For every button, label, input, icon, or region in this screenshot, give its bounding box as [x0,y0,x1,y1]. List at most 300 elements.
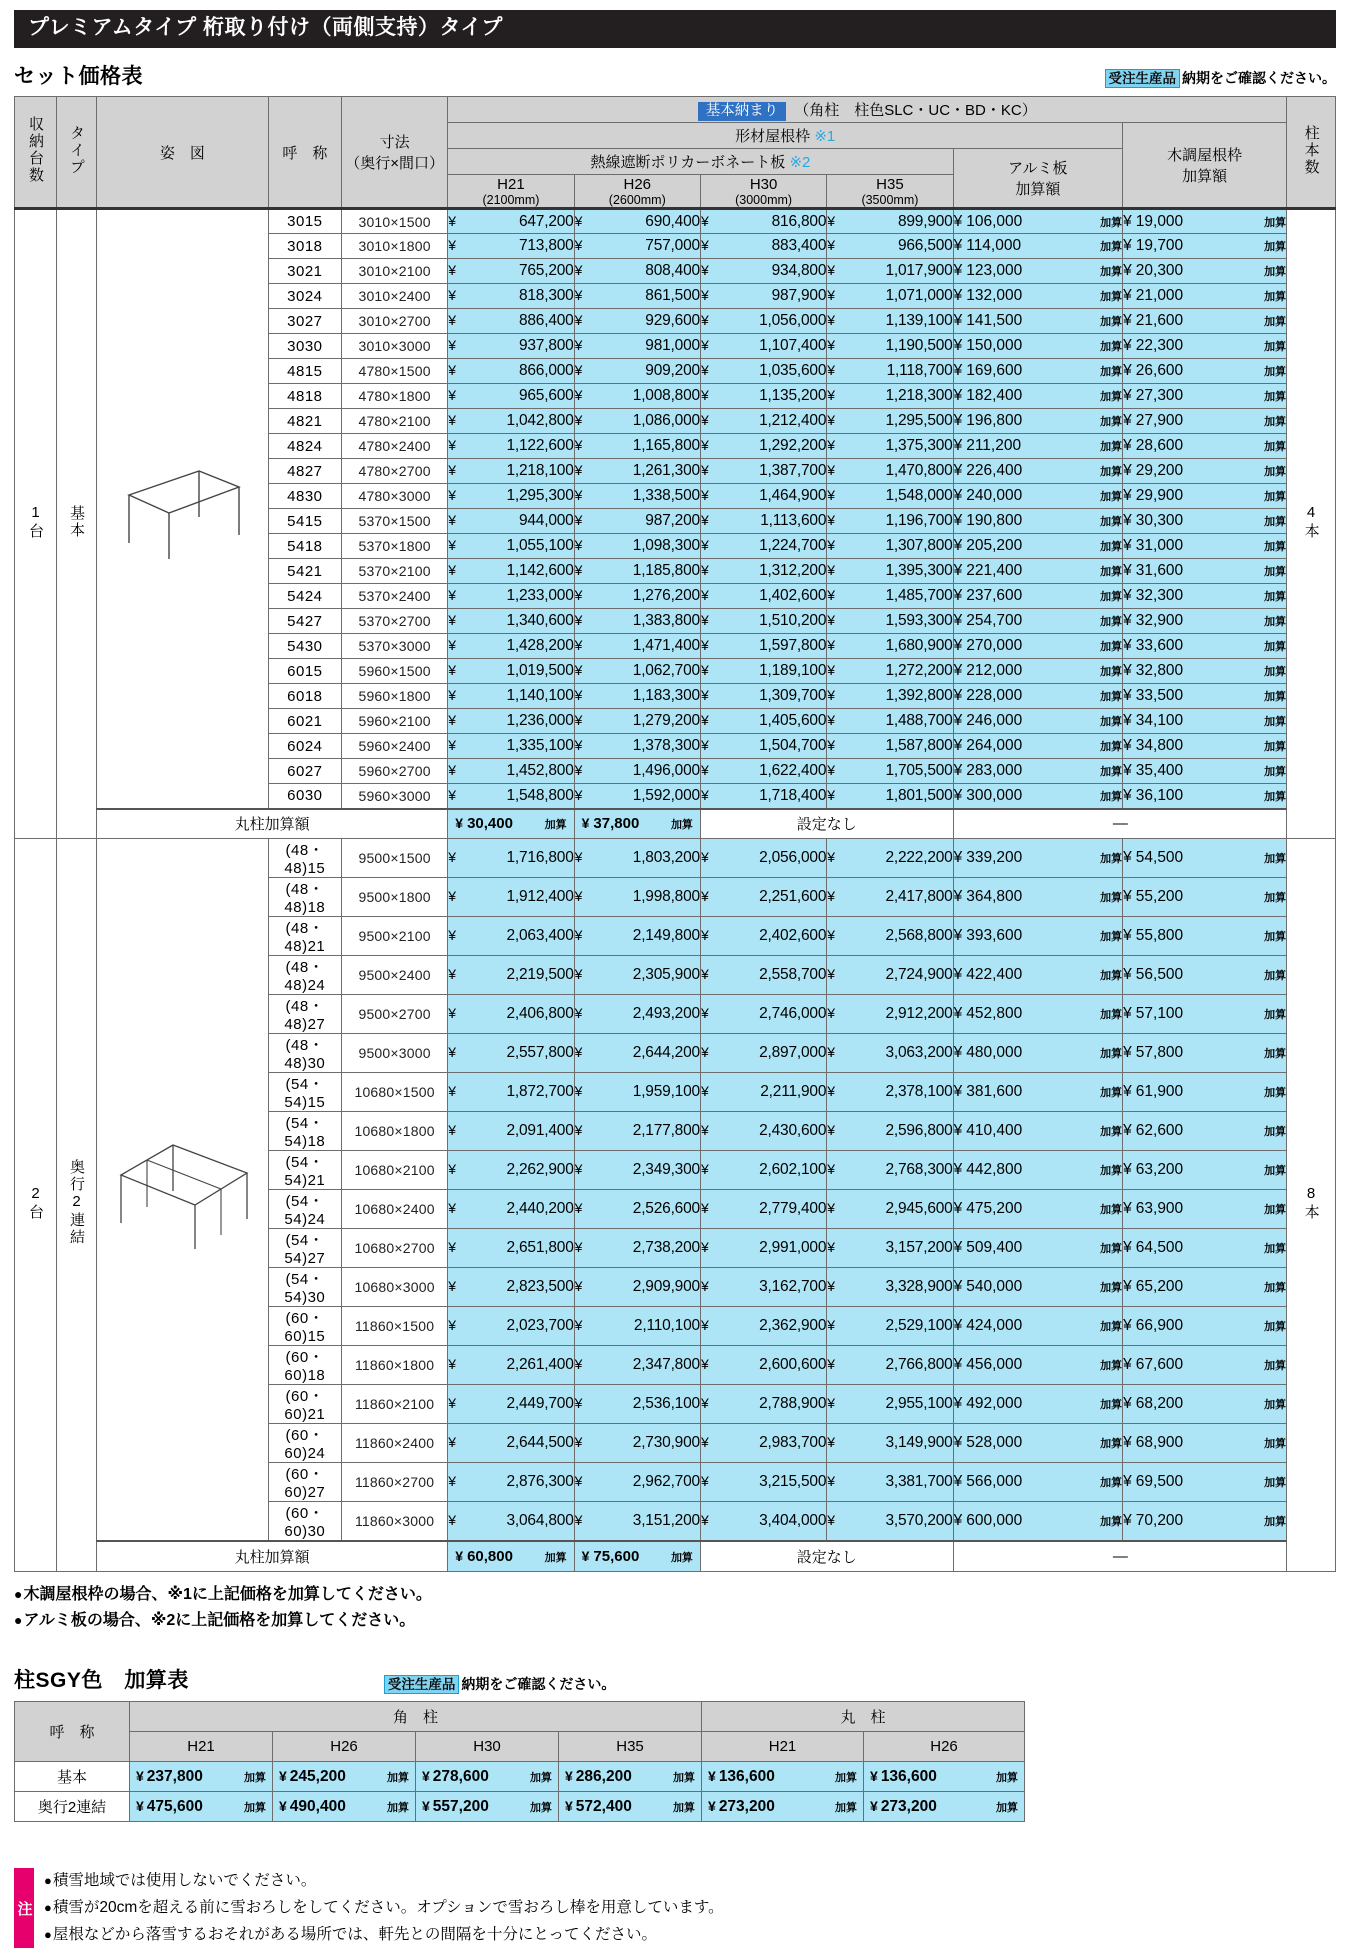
cell-nominal: (54・54)27 [268,1229,341,1268]
cell-price-h30: ¥ 1,292,200 [700,434,826,459]
cell-wood-add: ¥ 68,200 加算 [1123,1385,1287,1424]
cell-alumi-add: ¥ 300,000 加算 [953,784,1123,809]
col-header-basic-fitting [448,97,1287,123]
cell-dimension: 5370×3000 [341,634,447,659]
cell-price-h21: ¥ 2,823,500 [448,1268,574,1307]
cell-nominal: (60・60)15 [268,1307,341,1346]
cell-price-h35: ¥ 1,118,700 [827,359,953,384]
cell-nominal: (48・48)21 [268,917,341,956]
basic-fitting-badge: 基本納まり [698,102,787,121]
sgy-order-badge: 受注生産品 [384,1675,460,1694]
sgy-col-0: H21 [130,1732,273,1762]
cell-alumi-add: ¥ 141,500 加算 [953,309,1123,334]
cell-price-h21: ¥ 2,261,400 [448,1346,574,1385]
cell-dimension: 10680×1800 [341,1112,447,1151]
group-storage-count: 2台 [15,839,57,1572]
group-figure-illustration [97,209,269,809]
cell-dimension: 4780×2100 [341,409,447,434]
cell-price-h26: ¥ 1,279,200 [574,709,700,734]
price-bullet-notes [14,1582,1336,1635]
cell-nominal: (54・54)18 [268,1112,341,1151]
cell-nominal: 4821 [268,409,341,434]
cell-nominal: (48・48)15 [268,839,341,878]
cell-price-h21: ¥ 1,042,800 [448,409,574,434]
group-type: 奥行2連結 [57,839,97,1572]
cell-nominal: 4824 [268,434,341,459]
cell-alumi-add: ¥ 106,000 加算 [953,209,1123,234]
cell-price-h35: ¥ 1,307,800 [827,534,953,559]
cell-price-h26: ¥ 808,400 [574,259,700,284]
cell-nominal: (54・54)15 [268,1073,341,1112]
cell-price-h35: ¥ 2,955,100 [827,1385,953,1424]
col-header-post-count: 柱本数 [1287,97,1336,209]
cell-nominal: 3018 [268,234,341,259]
cell-alumi-add: ¥ 339,200 加算 [953,839,1123,878]
caution-block [14,1868,1336,1948]
cell-price-h21: ¥ 1,140,100 [448,684,574,709]
cell-wood-add: ¥ 30,300 加算 [1123,509,1287,534]
cell-nominal: (54・54)21 [268,1151,341,1190]
cell-price-h21: ¥ 1,055,100 [448,534,574,559]
sgy-col-header-nominal: 呼 称 [15,1702,130,1762]
sgy-col-3: H35 [559,1732,702,1762]
cell-price-h26: ¥ 1,185,800 [574,559,700,584]
sgy-value-0: ¥ 237,800 加算 [130,1762,273,1792]
sgy-value-4: ¥ 136,600 加算 [702,1762,864,1792]
cell-wood-add: ¥ 54,500 加算 [1123,839,1287,878]
cell-price-h21: ¥ 944,000 [448,509,574,534]
cell-wood-add: ¥ 33,500 加算 [1123,684,1287,709]
cell-price-h21: ¥ 1,912,400 [448,878,574,917]
sgy-row-label: 奥行2連結 [15,1792,130,1822]
cell-wood-add: ¥ 27,900 加算 [1123,409,1287,434]
cell-nominal: 3015 [268,209,341,234]
cell-price-h26: ¥ 2,536,100 [574,1385,700,1424]
sgy-col-5: H26 [864,1732,1025,1762]
cell-price-h21: ¥ 965,600 [448,384,574,409]
cell-alumi-add: ¥ 540,000 加算 [953,1268,1123,1307]
cell-price-h26: ¥ 1,276,200 [574,584,700,609]
cell-price-h35: ¥ 1,680,900 [827,634,953,659]
cell-nominal: 3030 [268,334,341,359]
group-storage-count: 1台 [15,209,57,839]
cell-wood-add: ¥ 61,900 加算 [1123,1073,1287,1112]
cell-price-h26: ¥ 981,000 [574,334,700,359]
col-header-h21: H21 (2100mm) [448,175,574,209]
cell-price-h21: ¥ 2,219,500 [448,956,574,995]
cell-price-h35: ¥ 2,417,800 [827,878,953,917]
cell-price-h21: ¥ 2,091,400 [448,1112,574,1151]
sgy-col-4: H21 [702,1732,864,1762]
cell-nominal: (60・60)21 [268,1385,341,1424]
cell-dimension: 10680×2400 [341,1190,447,1229]
cell-price-h35: ¥ 1,548,000 [827,484,953,509]
caution-item-2: ● 屋根などから落雪するおそれがある場所では、軒先との間隔を十分にとってください。 [44,1922,724,1948]
cell-wood-add: ¥ 22,300 加算 [1123,334,1287,359]
cell-alumi-add: ¥ 226,400 加算 [953,459,1123,484]
cell-price-h21: ¥ 1,236,000 [448,709,574,734]
cell-price-h30: ¥ 1,056,000 [700,309,826,334]
cell-price-h26: ¥ 2,305,900 [574,956,700,995]
table-row [15,209,1336,234]
cell-price-h35: ¥ 2,912,200 [827,995,953,1034]
cell-price-h30: ¥ 1,718,400 [700,784,826,809]
cell-price-h21: ¥ 1,340,600 [448,609,574,634]
bullet-note-0: ● 木調屋根枠の場合、※1に上記価格を加算してください。 [14,1582,1336,1608]
cell-dimension: 9500×2400 [341,956,447,995]
cell-nominal: 6021 [268,709,341,734]
cell-price-h26: ¥ 1,338,500 [574,484,700,509]
cell-price-h26: ¥ 2,644,200 [574,1034,700,1073]
cell-alumi-add: ¥ 452,800 加算 [953,995,1123,1034]
cell-wood-add: ¥ 57,800 加算 [1123,1034,1287,1073]
set-price-table [14,96,1336,1572]
col-header-dimension: 寸法 （奥行×間口） [341,97,447,209]
maru-post-add-row [15,1541,1336,1571]
cell-nominal: (60・60)18 [268,1346,341,1385]
cell-wood-add: ¥ 64,500 加算 [1123,1229,1287,1268]
cell-dimension: 5370×2100 [341,559,447,584]
cell-price-h35: ¥ 3,328,900 [827,1268,953,1307]
cell-price-h35: ¥ 1,470,800 [827,459,953,484]
maru-post-label: 丸柱加算額 [97,809,448,839]
cell-price-h21: ¥ 866,000 [448,359,574,384]
cell-price-h30: ¥ 1,504,700 [700,734,826,759]
cell-price-h35: ¥ 1,190,500 [827,334,953,359]
cell-price-h26: ¥ 861,500 [574,284,700,309]
cell-price-h21: ¥ 713,800 [448,234,574,259]
cell-price-h30: ¥ 2,746,000 [700,995,826,1034]
cell-alumi-add: ¥ 221,400 加算 [953,559,1123,584]
cell-price-h35: ¥ 2,596,800 [827,1112,953,1151]
cell-price-h30: ¥ 2,779,400 [700,1190,826,1229]
cell-price-h30: ¥ 2,211,900 [700,1073,826,1112]
cell-price-h21: ¥ 1,295,300 [448,484,574,509]
cell-price-h35: ¥ 3,157,200 [827,1229,953,1268]
cell-nominal: 5424 [268,584,341,609]
cell-alumi-add: ¥ 237,600 加算 [953,584,1123,609]
cell-price-h26: ¥ 1,496,000 [574,759,700,784]
sgy-value-3: ¥ 572,400 加算 [559,1792,702,1822]
cell-dimension: 11860×2100 [341,1385,447,1424]
cell-price-h30: ¥ 3,404,000 [700,1502,826,1542]
cell-alumi-add: ¥ 114,000 加算 [953,234,1123,259]
cell-price-h26: ¥ 1,378,300 [574,734,700,759]
cell-price-h21: ¥ 1,218,100 [448,459,574,484]
cell-price-h21: ¥ 2,557,800 [448,1034,574,1073]
cell-price-h26: ¥ 1,098,300 [574,534,700,559]
cell-price-h35: ¥ 1,488,700 [827,709,953,734]
cell-dimension: 5370×2400 [341,584,447,609]
cell-price-h35: ¥ 1,017,900 [827,259,953,284]
group-post-count: 4本 [1287,209,1336,839]
cell-alumi-add: ¥ 381,600 加算 [953,1073,1123,1112]
cell-alumi-add: ¥ 205,200 加算 [953,534,1123,559]
sgy-order-note [384,1673,616,1694]
cell-price-h21: ¥ 886,400 [448,309,574,334]
cell-nominal: 6030 [268,784,341,809]
cell-alumi-add: ¥ 480,000 加算 [953,1034,1123,1073]
cell-price-h26: ¥ 929,600 [574,309,700,334]
cell-price-h35: ¥ 3,149,900 [827,1424,953,1463]
cell-price-h35: ¥ 1,392,800 [827,684,953,709]
cell-price-h35: ¥ 1,139,100 [827,309,953,334]
cell-alumi-add: ¥ 600,000 加算 [953,1502,1123,1542]
cell-price-h26: ¥ 690,400 [574,209,700,234]
cell-nominal: (48・48)27 [268,995,341,1034]
maru-post-label: 丸柱加算額 [97,1541,448,1571]
cell-price-h30: ¥ 1,113,600 [700,509,826,534]
sgy-table-row [15,1792,1025,1822]
cell-nominal: 6015 [268,659,341,684]
cell-wood-add: ¥ 32,300 加算 [1123,584,1287,609]
cell-price-h35: ¥ 2,945,600 [827,1190,953,1229]
cell-price-h30: ¥ 1,464,900 [700,484,826,509]
cell-wood-add: ¥ 21,000 加算 [1123,284,1287,309]
cell-alumi-add: ¥ 246,000 加算 [953,709,1123,734]
cell-price-h21: ¥ 2,644,500 [448,1424,574,1463]
cell-dimension: 4780×1800 [341,384,447,409]
cell-nominal: 3021 [268,259,341,284]
cell-alumi-add: ¥ 424,000 加算 [953,1307,1123,1346]
cell-nominal: (48・48)18 [268,878,341,917]
bullet-note-1: ● アルミ板の場合、※2に上記価格を加算してください。 [14,1608,1336,1634]
cell-dimension: 4780×3000 [341,484,447,509]
cell-dimension: 5370×1500 [341,509,447,534]
cell-alumi-add: ¥ 196,800 加算 [953,409,1123,434]
cell-price-h21: ¥ 1,548,800 [448,784,574,809]
cell-price-h21: ¥ 2,406,800 [448,995,574,1034]
sgy-col-header-square-post: 角 柱 [130,1702,702,1732]
cell-price-h35: ¥ 1,801,500 [827,784,953,809]
maru-post-dash: — [953,1541,1287,1571]
sgy-value-5: ¥ 136,600 加算 [864,1762,1025,1792]
cell-price-h26: ¥ 987,200 [574,509,700,534]
col-header-frame-roof: 形材屋根枠 ※1 [448,123,1123,149]
cell-wood-add: ¥ 63,200 加算 [1123,1151,1287,1190]
cell-price-h30: ¥ 1,212,400 [700,409,826,434]
cell-alumi-add: ¥ 492,000 加算 [953,1385,1123,1424]
cell-wood-add: ¥ 62,600 加算 [1123,1112,1287,1151]
cell-dimension: 5960×2400 [341,734,447,759]
cell-price-h30: ¥ 1,622,400 [700,759,826,784]
cell-price-h21: ¥ 2,651,800 [448,1229,574,1268]
cell-wood-add: ¥ 63,900 加算 [1123,1190,1287,1229]
cell-price-h30: ¥ 2,430,600 [700,1112,826,1151]
cell-dimension: 9500×1500 [341,839,447,878]
cell-price-h21: ¥ 1,335,100 [448,734,574,759]
cell-price-h35: ¥ 1,375,300 [827,434,953,459]
cell-price-h21: ¥ 1,452,800 [448,759,574,784]
cell-price-h21: ¥ 1,019,500 [448,659,574,684]
cell-price-h26: ¥ 2,962,700 [574,1463,700,1502]
cell-dimension: 3010×2400 [341,284,447,309]
cell-price-h26: ¥ 1,165,800 [574,434,700,459]
cell-nominal: 4815 [268,359,341,384]
cell-price-h30: ¥ 934,800 [700,259,826,284]
cell-price-h35: ¥ 2,568,800 [827,917,953,956]
cell-nominal: 3027 [268,309,341,334]
cell-wood-add: ¥ 29,900 加算 [1123,484,1287,509]
order-production-note [1105,67,1337,90]
cell-nominal: 5415 [268,509,341,534]
cell-alumi-add: ¥ 509,400 加算 [953,1229,1123,1268]
cell-price-h30: ¥ 1,309,700 [700,684,826,709]
cell-dimension: 11860×1800 [341,1346,447,1385]
order-production-text: 納期をご確認ください。 [1182,70,1336,87]
cell-wood-add: ¥ 34,100 加算 [1123,709,1287,734]
cell-price-h26: ¥ 2,730,900 [574,1424,700,1463]
cell-price-h21: ¥ 1,122,600 [448,434,574,459]
cell-wood-add: ¥ 55,800 加算 [1123,917,1287,956]
carport-double-illustration [107,1123,257,1253]
cell-price-h30: ¥ 2,991,000 [700,1229,826,1268]
cell-dimension: 9500×3000 [341,1034,447,1073]
star-1: ※1 [814,128,836,146]
cell-wood-add: ¥ 32,900 加算 [1123,609,1287,634]
cell-nominal: 6018 [268,684,341,709]
cell-alumi-add: ¥ 264,000 加算 [953,734,1123,759]
cell-price-h35: ¥ 966,500 [827,234,953,259]
cell-alumi-add: ¥ 283,000 加算 [953,759,1123,784]
cell-nominal: (54・54)30 [268,1268,341,1307]
sgy-value-5: ¥ 273,200 加算 [864,1792,1025,1822]
cell-alumi-add: ¥ 212,000 加算 [953,659,1123,684]
cell-wood-add: ¥ 65,200 加算 [1123,1268,1287,1307]
cell-price-h30: ¥ 1,035,600 [700,359,826,384]
col-header-h35: H35 (3500mm) [827,175,953,209]
cell-price-h21: ¥ 1,233,000 [448,584,574,609]
cell-dimension: 3010×1800 [341,234,447,259]
cell-dimension: 5960×2700 [341,759,447,784]
cell-wood-add: ¥ 55,200 加算 [1123,878,1287,917]
cell-wood-add: ¥ 31,000 加算 [1123,534,1287,559]
cell-wood-add: ¥ 19,700 加算 [1123,234,1287,259]
cell-wood-add: ¥ 27,300 加算 [1123,384,1287,409]
cell-nominal: 6027 [268,759,341,784]
cell-price-h26: ¥ 2,349,300 [574,1151,700,1190]
cell-wood-add: ¥ 69,500 加算 [1123,1463,1287,1502]
cell-price-h21: ¥ 1,872,700 [448,1073,574,1112]
cell-nominal: 6024 [268,734,341,759]
sgy-row-label: 基本 [15,1762,130,1792]
cell-price-h26: ¥ 1,086,000 [574,409,700,434]
cell-dimension: 5960×1500 [341,659,447,684]
cell-price-h26: ¥ 2,738,200 [574,1229,700,1268]
sgy-table-row [15,1762,1025,1792]
cell-dimension: 11860×2700 [341,1463,447,1502]
cell-dimension: 3010×3000 [341,334,447,359]
cell-price-h35: ¥ 2,529,100 [827,1307,953,1346]
cell-price-h30: ¥ 1,402,600 [700,584,826,609]
cell-price-h21: ¥ 937,800 [448,334,574,359]
cell-price-h26: ¥ 2,347,800 [574,1346,700,1385]
cell-wood-add: ¥ 67,600 加算 [1123,1346,1287,1385]
section-title-sgy: 柱SGY色 加算表 [14,1669,189,1693]
cell-price-h21: ¥ 818,300 [448,284,574,309]
cell-dimension: 4780×1500 [341,359,447,384]
cell-price-h26: ¥ 1,261,300 [574,459,700,484]
cell-price-h35: ¥ 2,222,200 [827,839,953,878]
cell-dimension: 5370×1800 [341,534,447,559]
cell-price-h26: ¥ 2,909,900 [574,1268,700,1307]
cell-price-h26: ¥ 1,592,000 [574,784,700,809]
caution-item-0: ● 積雪地域では使用しないでください。 [44,1868,724,1895]
cell-price-h35: ¥ 1,705,500 [827,759,953,784]
cell-wood-add: ¥ 68,900 加算 [1123,1424,1287,1463]
cell-price-h30: ¥ 2,362,900 [700,1307,826,1346]
maru-post-h26: ¥ 37,800 加算 [574,809,700,839]
section-title-set-price: セット価格表 [14,65,143,89]
cell-dimension: 5960×2100 [341,709,447,734]
cell-price-h26: ¥ 909,200 [574,359,700,384]
cell-price-h30: ¥ 1,405,600 [700,709,826,734]
caution-item-1: ● 積雪が20cmを超える前に雪おろしをしてください。オプションで雪おろし棒を用意しています。 [44,1895,724,1922]
sgy-value-2: ¥ 557,200 加算 [416,1792,559,1822]
cell-nominal: 5418 [268,534,341,559]
cell-alumi-add: ¥ 422,400 加算 [953,956,1123,995]
set-price-header [14,60,1336,90]
cell-price-h26: ¥ 1,959,100 [574,1073,700,1112]
group-post-count: 8本 [1287,839,1336,1572]
cell-price-h30: ¥ 1,135,200 [700,384,826,409]
cell-nominal: (60・60)30 [268,1502,341,1542]
maru-post-dash: — [953,809,1287,839]
cell-price-h21: ¥ 2,876,300 [448,1463,574,1502]
cell-alumi-add: ¥ 211,200 加算 [953,434,1123,459]
sgy-order-text: 納期をご確認ください。 [461,1676,616,1693]
col-header-storage-count: 収納台数 [15,97,57,209]
cell-price-h30: ¥ 1,224,700 [700,534,826,559]
sgy-value-3: ¥ 286,200 加算 [559,1762,702,1792]
maru-post-add-row [15,809,1336,839]
col-header-polycarbonate: 熱線遮断ポリカーボネート板 ※2 [448,149,953,175]
cell-nominal: 4827 [268,459,341,484]
cell-price-h35: ¥ 3,570,200 [827,1502,953,1542]
cell-wood-add: ¥ 29,200 加算 [1123,459,1287,484]
cell-alumi-add: ¥ 228,000 加算 [953,684,1123,709]
cell-price-h30: ¥ 1,107,400 [700,334,826,359]
cell-dimension: 9500×2700 [341,995,447,1034]
cell-price-h35: ¥ 1,295,500 [827,409,953,434]
cell-wood-add: ¥ 26,600 加算 [1123,359,1287,384]
cell-dimension: 11860×2400 [341,1424,447,1463]
cell-price-h30: ¥ 2,897,000 [700,1034,826,1073]
cell-price-h30: ¥ 2,402,600 [700,917,826,956]
cell-price-h35: ¥ 1,593,300 [827,609,953,634]
cell-wood-add: ¥ 32,800 加算 [1123,659,1287,684]
cell-price-h26: ¥ 1,803,200 [574,839,700,878]
cell-alumi-add: ¥ 410,400 加算 [953,1112,1123,1151]
cell-nominal: 4830 [268,484,341,509]
cell-alumi-add: ¥ 240,000 加算 [953,484,1123,509]
cell-alumi-add: ¥ 169,600 加算 [953,359,1123,384]
cell-wood-add: ¥ 33,600 加算 [1123,634,1287,659]
cell-dimension: 5960×3000 [341,784,447,809]
col-header-figure: 姿 図 [97,97,269,209]
cell-price-h35: ¥ 2,768,300 [827,1151,953,1190]
cell-price-h21: ¥ 2,063,400 [448,917,574,956]
sgy-value-2: ¥ 278,600 加算 [416,1762,559,1792]
cell-dimension: 11860×1500 [341,1307,447,1346]
cell-wood-add: ¥ 34,800 加算 [1123,734,1287,759]
cell-price-h21: ¥ 2,262,900 [448,1151,574,1190]
cell-price-h26: ¥ 1,471,400 [574,634,700,659]
cell-price-h21: ¥ 2,440,200 [448,1190,574,1229]
cell-alumi-add: ¥ 475,200 加算 [953,1190,1123,1229]
cell-price-h30: ¥ 987,900 [700,284,826,309]
cell-nominal: (48・48)24 [268,956,341,995]
